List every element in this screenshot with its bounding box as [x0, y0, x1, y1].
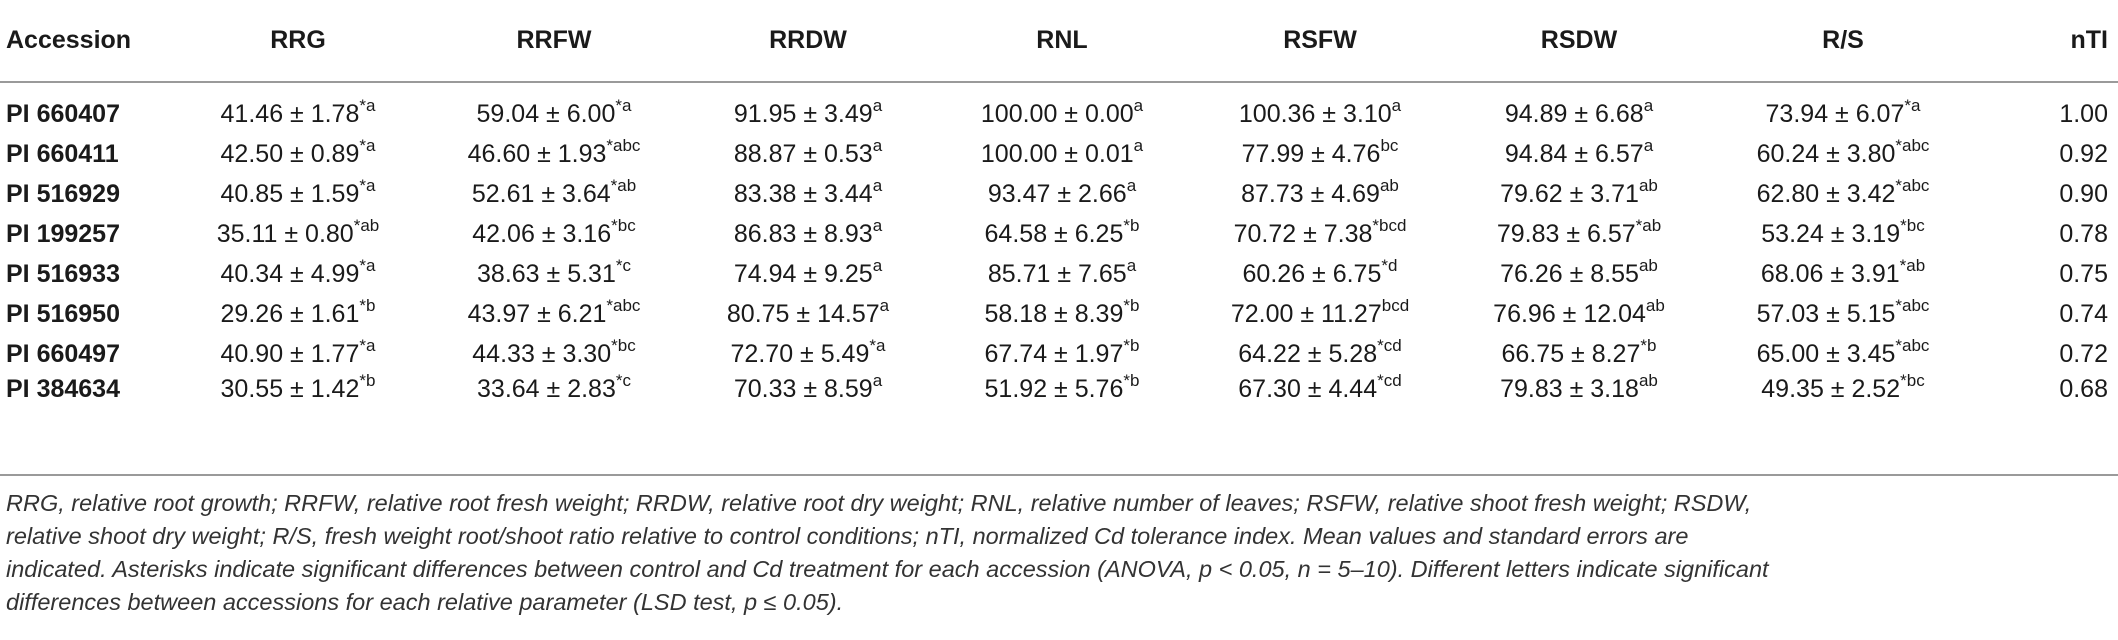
significance-superscript: a — [872, 135, 883, 155]
value-cell — [682, 82, 934, 134]
value-cell — [170, 371, 426, 414]
value-cell — [1708, 174, 1978, 214]
significance-superscript: a — [1126, 175, 1137, 195]
mean-se-value: 42.06 ± 3.16 — [472, 219, 612, 248]
footnote-line: differences between accessions for each relative parameter (LSD test, p ≤ 0.05). — [6, 589, 844, 615]
significance-superscript: *bc — [1900, 371, 1925, 390]
mean-se-value: 67.30 ± 4.44 — [1238, 375, 1378, 403]
significance-superscript: *ab — [610, 175, 637, 195]
mean-se-value: 79.83 ± 6.57 — [1496, 219, 1636, 248]
value-cell — [934, 174, 1190, 214]
significance-superscript: *b — [359, 295, 376, 315]
mean-se-value: 41.46 ± 1.78 — [220, 99, 360, 128]
significance-superscript: *ab — [1635, 215, 1662, 235]
significance-superscript: *abc — [1895, 295, 1930, 315]
mean-se-value: 94.84 ± 6.57 — [1504, 139, 1644, 168]
mean-se-value: 94.89 ± 6.68 — [1504, 99, 1644, 128]
column-header: RSDW — [1450, 0, 1708, 82]
mean-se-value: 64.58 ± 6.25 — [984, 219, 1124, 248]
mean-se-value: 51.92 ± 5.76 — [984, 375, 1124, 403]
accession-cell: PI 516950 — [6, 299, 120, 328]
value-cell — [426, 134, 682, 174]
mean-se-value: 40.34 ± 4.99 — [220, 259, 360, 288]
value-cell — [170, 334, 426, 374]
mean-se-value: 72.00 ± 11.27 — [1230, 299, 1382, 328]
mean-se-value: 62.80 ± 3.42 — [1756, 179, 1896, 208]
table-row — [0, 134, 2118, 174]
value-cell — [170, 82, 426, 134]
mean-se-value: 42.50 ± 0.89 — [220, 139, 360, 168]
significance-superscript: a — [1643, 135, 1654, 155]
footnote-line: relative shoot dry weight; R/S, fresh weight root/shoot ratio relative to control conditions; nTI, normalized Cd tolerance index. Mean values and standard errors are — [6, 523, 1689, 549]
accession-cell: PI 660407 — [6, 99, 120, 128]
significance-superscript: a — [872, 215, 883, 235]
mean-se-value: 76.96 ± 12.04 — [1493, 299, 1646, 328]
table-row — [0, 82, 2118, 134]
mean-se-value: 40.85 ± 1.59 — [220, 179, 360, 208]
table-body — [0, 82, 2118, 414]
value-cell — [170, 174, 426, 214]
value-cell — [682, 334, 934, 374]
significance-superscript: *c — [615, 371, 631, 390]
significance-superscript: *a — [359, 135, 376, 155]
value-cell — [1450, 254, 1708, 294]
mean-se-value: 49.35 ± 2.52 — [1761, 375, 1901, 403]
significance-superscript: a — [1133, 95, 1144, 115]
mean-se-value: 85.71 ± 7.65 — [987, 259, 1127, 288]
significance-superscript: *a — [359, 95, 376, 115]
value-cell — [170, 134, 426, 174]
mean-se-value: 29.26 ± 1.61 — [220, 299, 360, 328]
significance-superscript: a — [1391, 95, 1402, 115]
table-row — [0, 334, 2118, 374]
value-cell — [934, 214, 1190, 254]
value-cell — [426, 82, 682, 134]
mean-se-value: 43.97 ± 6.21 — [467, 299, 607, 328]
mean-se-value: 72.70 ± 5.49 — [730, 339, 870, 368]
significance-superscript: a — [1133, 135, 1144, 155]
significance-superscript: *c — [615, 255, 631, 275]
value-cell — [1450, 134, 1708, 174]
value-cell — [170, 254, 426, 294]
significance-superscript: *abc — [1895, 335, 1930, 355]
nti-cell: 0.78 — [2059, 219, 2108, 248]
significance-superscript: *ab — [1899, 255, 1926, 275]
significance-superscript: ab — [1638, 175, 1658, 195]
mean-se-value: 67.74 ± 1.97 — [984, 339, 1124, 368]
column-header: RRG — [170, 0, 426, 82]
mean-se-value: 93.47 ± 2.66 — [987, 179, 1127, 208]
mean-se-value: 86.83 ± 8.93 — [733, 219, 873, 248]
mean-se-value: 83.38 ± 3.44 — [733, 179, 873, 208]
value-cell — [934, 254, 1190, 294]
mean-se-value: 91.95 ± 3.49 — [733, 99, 873, 128]
value-cell — [1190, 214, 1450, 254]
significance-superscript: ab — [1638, 371, 1658, 390]
value-cell — [1190, 254, 1450, 294]
value-cell — [1450, 371, 1708, 414]
value-cell — [1450, 334, 1708, 374]
value-cell — [934, 82, 1190, 134]
column-header: RRDW — [682, 0, 934, 82]
significance-superscript: *b — [1123, 371, 1140, 390]
value-cell — [1450, 214, 1708, 254]
table-row — [0, 294, 2118, 334]
significance-superscript: *a — [359, 175, 376, 195]
value-cell — [682, 174, 934, 214]
value-cell — [1190, 371, 1450, 414]
column-header: RRFW — [426, 0, 682, 82]
mean-se-value: 68.06 ± 3.91 — [1760, 259, 1900, 288]
table-row — [0, 174, 2118, 214]
mean-se-value: 52.61 ± 3.64 — [471, 179, 611, 208]
significance-superscript: *a — [359, 335, 376, 355]
value-cell — [1190, 294, 1450, 334]
value-cell — [682, 214, 934, 254]
mean-se-value: 70.33 ± 8.59 — [733, 375, 873, 403]
accession-cell: PI 516929 — [6, 179, 120, 208]
mean-se-value: 64.22 ± 5.28 — [1238, 339, 1378, 368]
nti-cell: 0.90 — [2059, 179, 2108, 208]
table-row — [0, 214, 2118, 254]
value-cell — [934, 371, 1190, 414]
significance-superscript: a — [872, 371, 883, 390]
significance-superscript: bcd — [1381, 295, 1410, 315]
mean-se-value: 60.24 ± 3.80 — [1756, 139, 1896, 168]
mean-se-value: 33.64 ± 2.83 — [477, 375, 616, 403]
mean-se-value: 80.75 ± 14.57 — [726, 299, 880, 328]
column-header: Accession — [0, 0, 170, 82]
column-header: R/S — [1708, 0, 1978, 82]
mean-se-value: 100.36 ± 3.10 — [1238, 99, 1392, 128]
significance-superscript: *cd — [1377, 371, 1402, 390]
significance-superscript: *b — [1123, 335, 1140, 355]
mean-se-value: 60.26 ± 6.75 — [1242, 259, 1382, 288]
column-header: RNL — [934, 0, 1190, 82]
significance-superscript: *a — [1904, 95, 1921, 115]
significance-superscript: bc — [1380, 135, 1399, 155]
value-cell — [426, 294, 682, 334]
significance-superscript: ab — [1638, 255, 1658, 275]
mean-se-value: 46.60 ± 1.93 — [467, 139, 607, 168]
value-cell — [426, 214, 682, 254]
value-cell — [426, 174, 682, 214]
mean-se-value: 88.87 ± 0.53 — [733, 139, 873, 168]
value-cell — [1708, 254, 1978, 294]
table-row — [0, 254, 2118, 294]
significance-superscript: ab — [1645, 295, 1665, 315]
significance-superscript: *abc — [606, 135, 641, 155]
significance-superscript: *bc — [611, 335, 636, 355]
significance-superscript: *b — [1640, 335, 1657, 355]
value-cell — [1708, 134, 1978, 174]
mean-se-value: 57.03 ± 5.15 — [1756, 299, 1896, 328]
nti-cell: 0.74 — [2059, 299, 2108, 328]
significance-superscript: *b — [1123, 215, 1140, 235]
value-cell — [170, 214, 426, 254]
mean-se-value: 35.11 ± 0.80 — [216, 219, 354, 248]
significance-superscript: a — [872, 255, 883, 275]
value-cell — [934, 294, 1190, 334]
table-row — [0, 374, 2118, 414]
table-bottom-rule — [0, 474, 2118, 476]
mean-se-value: 100.00 ± 0.00 — [980, 99, 1134, 128]
significance-superscript: *cd — [1377, 335, 1402, 355]
significance-superscript: *bc — [611, 215, 636, 235]
value-cell — [1190, 134, 1450, 174]
value-cell — [1708, 214, 1978, 254]
mean-se-value: 59.04 ± 6.00 — [476, 99, 616, 128]
value-cell — [934, 134, 1190, 174]
accession-cell: PI 384634 — [6, 375, 120, 403]
mean-se-value: 58.18 ± 8.39 — [984, 299, 1124, 328]
significance-superscript: *b — [359, 371, 376, 390]
mean-se-value: 53.24 ± 3.19 — [1761, 219, 1901, 248]
value-cell — [1190, 334, 1450, 374]
value-cell — [934, 334, 1190, 374]
nti-cell: 0.72 — [2059, 339, 2108, 368]
value-cell — [1450, 82, 1708, 134]
significance-superscript: ab — [1379, 175, 1399, 195]
accession-cell: PI 199257 — [6, 219, 120, 248]
mean-se-value: 40.90 ± 1.77 — [220, 339, 360, 368]
mean-se-value: 70.72 ± 7.38 — [1233, 219, 1373, 248]
mean-se-value: 87.73 ± 4.69 — [1241, 179, 1380, 208]
nti-cell: 0.75 — [2059, 259, 2108, 288]
mean-se-value: 65.00 ± 3.45 — [1756, 339, 1896, 368]
significance-superscript: *ab — [353, 215, 380, 235]
significance-superscript: *d — [1381, 255, 1398, 275]
significance-superscript: a — [1126, 255, 1137, 275]
mean-se-value: 76.26 ± 8.55 — [1500, 259, 1639, 288]
accession-cell: PI 516933 — [6, 259, 120, 288]
significance-superscript: *bcd — [1372, 215, 1407, 235]
significance-superscript: *abc — [1895, 175, 1930, 195]
mean-se-value: 30.55 ± 1.42 — [220, 375, 360, 403]
value-cell — [1708, 82, 1978, 134]
column-header: RSFW — [1190, 0, 1450, 82]
significance-superscript: *bc — [1900, 215, 1925, 235]
mean-se-value: 74.94 ± 9.25 — [733, 259, 873, 288]
mean-se-value: 77.99 ± 4.76 — [1241, 139, 1381, 168]
mean-se-value: 79.62 ± 3.71 — [1500, 179, 1639, 208]
mean-se-value: 38.63 ± 5.31 — [477, 259, 616, 288]
nti-cell: 0.68 — [2059, 375, 2108, 403]
significance-superscript: *a — [615, 95, 632, 115]
significance-superscript: *b — [1123, 295, 1140, 315]
value-cell — [682, 134, 934, 174]
value-cell — [170, 294, 426, 334]
mean-se-value: 44.33 ± 3.30 — [472, 339, 612, 368]
value-cell — [1450, 174, 1708, 214]
accession-cell: PI 660497 — [6, 339, 120, 368]
value-cell — [682, 254, 934, 294]
table-footnote — [6, 487, 2106, 619]
value-cell — [682, 371, 934, 414]
footnote-line: indicated. Asterisks indicate significant differences between control and Cd treatment for each accession (ANOVA, p < 0.05, n = 5–10). Different letters indicate significant — [6, 556, 1769, 582]
mean-se-value: 79.83 ± 3.18 — [1500, 375, 1639, 403]
value-cell — [682, 294, 934, 334]
mean-se-value: 100.00 ± 0.01 — [980, 139, 1134, 168]
nti-cell: 1.00 — [2059, 99, 2108, 128]
value-cell — [1708, 371, 1978, 414]
significance-superscript: a — [872, 95, 883, 115]
mean-se-value: 66.75 ± 8.27 — [1501, 339, 1641, 368]
significance-superscript: *abc — [1895, 135, 1930, 155]
significance-superscript: *a — [869, 335, 886, 355]
significance-superscript: a — [872, 175, 883, 195]
value-cell — [426, 254, 682, 294]
value-cell — [1708, 334, 1978, 374]
significance-superscript: *a — [359, 255, 376, 275]
footnote-line: RRG, relative root growth; RRFW, relative root fresh weight; RRDW, relative root dry weight; RNL, relative number of leaves; RSFW, relative shoot fresh weight; RSDW, — [6, 490, 1752, 516]
significance-superscript: a — [879, 295, 890, 315]
value-cell — [1708, 294, 1978, 334]
nti-cell: 0.92 — [2059, 139, 2108, 168]
value-cell — [1190, 174, 1450, 214]
value-cell — [426, 371, 682, 414]
accession-cell: PI 660411 — [6, 139, 119, 168]
value-cell — [1190, 82, 1450, 134]
column-header: nTI — [1978, 0, 2118, 82]
significance-superscript: a — [1643, 95, 1654, 115]
significance-superscript: *abc — [606, 295, 641, 315]
mean-se-value: 73.94 ± 6.07 — [1765, 99, 1905, 128]
value-cell — [1450, 294, 1708, 334]
value-cell — [426, 334, 682, 374]
header-row — [0, 0, 2118, 82]
